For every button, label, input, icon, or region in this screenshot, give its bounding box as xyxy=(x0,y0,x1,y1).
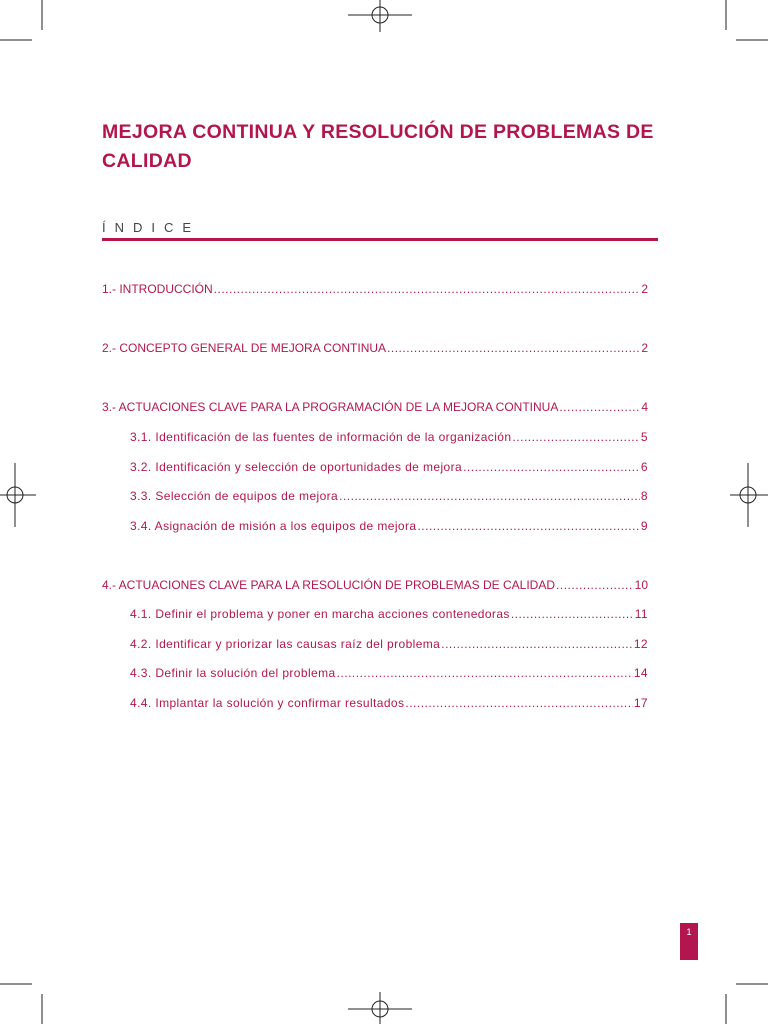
toc-entry-page: 14 xyxy=(633,666,648,680)
toc-entry[interactable] xyxy=(130,489,648,503)
toc-entry-page: 12 xyxy=(633,637,648,651)
toc-entry-page: 2 xyxy=(641,341,648,355)
registration-mark-icon xyxy=(348,0,412,32)
toc-entry[interactable] xyxy=(130,696,648,710)
dot-leader xyxy=(463,460,640,474)
toc-entry-label: 2.- CONCEPTO GENERAL DE MEJORA CONTINUA xyxy=(102,341,387,355)
toc-entry-page: 4 xyxy=(641,400,648,414)
dot-leader xyxy=(417,519,639,533)
toc-entry-page: 9 xyxy=(640,519,648,533)
toc-entry[interactable] xyxy=(130,607,648,621)
toc-entry-page: 5 xyxy=(640,430,648,444)
toc-entry[interactable] xyxy=(130,430,648,444)
dot-leader xyxy=(405,696,632,710)
toc-entry-label: 1.- INTRODUCCIÓN xyxy=(102,282,213,296)
toc-entry[interactable] xyxy=(102,400,648,414)
page-number-badge: 1 xyxy=(680,923,698,960)
toc-entry-page: 11 xyxy=(634,607,648,621)
toc-entry-label: 3.2. Identificación y selección de oportunidades de mejora xyxy=(130,460,463,474)
toc-entry[interactable] xyxy=(130,666,648,680)
dot-leader xyxy=(511,607,634,621)
toc-entry[interactable] xyxy=(102,578,648,592)
dot-leader xyxy=(559,400,640,414)
heading-divider xyxy=(102,238,658,241)
toc-entry-label: 4.4. Implantar la solución y confirmar resultados xyxy=(130,696,405,710)
document-title: MEJORA CONTINUA Y RESOLUCIÓN DE PROBLEMAS DE CALIDAD xyxy=(102,121,654,172)
toc-entry-label: 3.4. Asignación de misión a los equipos de mejora xyxy=(130,519,417,533)
registration-mark-icon xyxy=(730,463,768,527)
toc-entry-page: 10 xyxy=(634,578,648,592)
toc-entry-page: 2 xyxy=(641,282,648,296)
toc-entry-label: 3.- ACTUACIONES CLAVE PARA LA PROGRAMACIÓN DE LA MEJORA CONTINUA xyxy=(102,400,559,414)
dot-leader xyxy=(441,637,633,651)
toc-entry-label: 4.3. Definir la solución del problema xyxy=(130,666,336,680)
toc-entry[interactable] xyxy=(102,282,648,296)
dot-leader xyxy=(214,282,641,296)
toc-entry[interactable] xyxy=(130,637,648,651)
dot-leader xyxy=(512,430,639,444)
toc-entry-label: 4.- ACTUACIONES CLAVE PARA LA RESOLUCIÓN DE PROBLEMAS DE CALIDAD xyxy=(102,578,556,592)
toc-entry[interactable] xyxy=(130,519,648,533)
toc-entry-page: 8 xyxy=(640,489,648,503)
toc-entry[interactable] xyxy=(102,341,648,355)
toc-entry-label: 3.1. Identificación de las fuentes de información de la organización xyxy=(130,430,512,444)
toc-entry-label: 4.2. Identificar y priorizar las causas raíz del problema xyxy=(130,637,441,651)
toc-entry-label: 4.1. Definir el problema y poner en marcha acciones contenedoras xyxy=(130,607,510,621)
registration-mark-icon xyxy=(348,992,412,1024)
index-heading: ÍNDICE xyxy=(102,220,201,235)
toc-entry[interactable] xyxy=(130,460,648,474)
toc-entry-label: 3.3. Selección de equipos de mejora xyxy=(130,489,339,503)
dot-leader xyxy=(556,578,634,592)
toc-entry-page: 6 xyxy=(640,460,648,474)
toc-entry-page: 17 xyxy=(633,696,648,710)
dot-leader xyxy=(339,489,640,503)
dot-leader xyxy=(337,666,633,680)
dot-leader xyxy=(387,341,640,355)
registration-mark-icon xyxy=(0,463,36,527)
